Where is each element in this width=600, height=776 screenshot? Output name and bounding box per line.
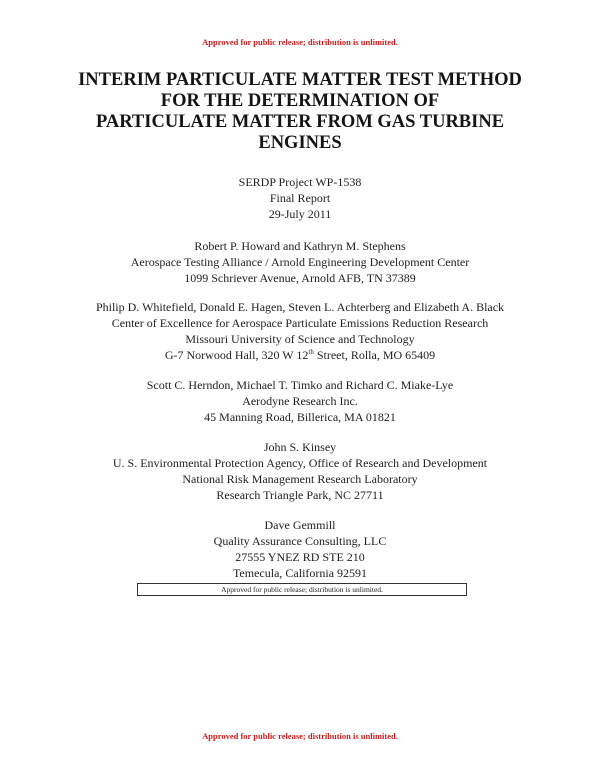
missouri-address xyxy=(0,347,600,363)
document-title xyxy=(0,70,600,154)
missouri-org: Center of Excellence for Aerospace Particulate Emissions Reduction Research xyxy=(111,316,489,330)
aerodyne-authors: Scott C. Herndon, Michael T. Timko and Richard C. Miake-Lye xyxy=(146,378,454,392)
author-block-qa xyxy=(0,517,600,581)
title-line-3: PARTICULATE MATTER FROM GAS TURBINE xyxy=(95,112,505,132)
epa-author: John S. Kinsey xyxy=(263,440,337,454)
author-block-aerodyne xyxy=(0,377,600,425)
report-date: 29-July 2011 xyxy=(268,207,332,221)
missouri-authors: Philip D. Whitefield, Donald E. Hagen, Steven L. Achterberg and Elizabeth A. Black xyxy=(95,300,505,314)
report-type: Final Report xyxy=(269,191,331,205)
author-block-epa xyxy=(0,439,600,503)
title-line-1: INTERIM PARTICULATE MATTER TEST METHOD xyxy=(78,70,522,90)
qa-street: 27555 YNEZ RD STE 210 xyxy=(235,550,365,564)
author-block-aerospace xyxy=(0,238,600,286)
epa-lab: National Risk Management Research Laboratory xyxy=(182,472,418,486)
release-notice-box: Approved for public release; distribution is unlimited. xyxy=(137,583,467,596)
qa-org: Quality Assurance Consulting, LLC xyxy=(213,534,387,548)
epa-org: U. S. Environmental Protection Agency, Office of Research and Development xyxy=(112,456,488,470)
aerospace-authors: Robert P. Howard and Kathryn M. Stephens xyxy=(194,239,406,253)
release-notice-bottom: Approved for public release; distribution is unlimited. xyxy=(202,731,398,741)
qa-city: Temecula, California 92591 xyxy=(232,566,368,580)
missouri-address-post: Street, Rolla, MO 65409 xyxy=(313,348,436,362)
missouri-address-pre: G-7 Norwood Hall, 320 W 12 xyxy=(164,348,309,362)
aerospace-org: Aerospace Testing Alliance / Arnold Engineering Development Center xyxy=(130,255,470,269)
project-number: SERDP Project WP-1538 xyxy=(238,175,362,189)
aerodyne-org: Aerodyne Research Inc. xyxy=(242,394,358,408)
title-line-2: FOR THE DETERMINATION OF xyxy=(160,91,440,111)
aerodyne-address: 45 Manning Road, Billerica, MA 01821 xyxy=(204,410,396,424)
title-line-4: ENGINES xyxy=(258,133,342,153)
release-notice-top: Approved for public release; distribution is unlimited. xyxy=(202,37,398,47)
author-block-missouri xyxy=(0,299,600,363)
missouri-university: Missouri University of Science and Technology xyxy=(185,332,415,346)
missouri-address-sup: th xyxy=(308,348,314,356)
epa-address: Research Triangle Park, NC 27711 xyxy=(216,488,384,502)
qa-author: Dave Gemmill xyxy=(264,518,336,532)
aerospace-address: 1099 Schriever Avenue, Arnold AFB, TN 37389 xyxy=(184,271,416,285)
report-info xyxy=(0,174,600,222)
